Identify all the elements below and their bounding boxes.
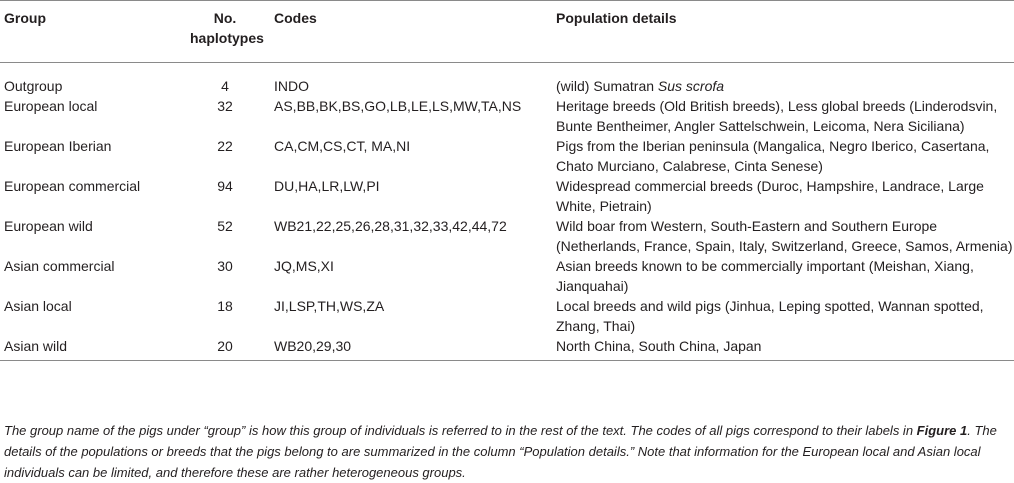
caption-figure-ref: Figure 1 (916, 423, 968, 438)
cell-haplotypes: 32 (217, 98, 233, 114)
header-group: Group (4, 10, 46, 26)
details-text: North China, South China, Japan (556, 338, 762, 354)
cell-details (556, 336, 1014, 361)
table-row (0, 136, 1014, 176)
cell-codes: JI,LSP,TH,WS,ZA (274, 298, 385, 314)
cell-group: Asian wild (4, 338, 68, 354)
table-row (0, 296, 1014, 336)
details-text: (wild) Sumatran (556, 78, 658, 94)
caption-part2: . The details of the populations or breeds that the pigs belong to are summarized in the column “Population details.” Note that information for the European local and Asian local individuals can be limited, and therefore these are rather heterogeneous groups. (4, 423, 997, 480)
cell-haplotypes: 94 (217, 178, 233, 194)
cell-codes: INDO (274, 78, 309, 94)
cell-haplotypes: 22 (217, 138, 233, 154)
cell-group: Asian local (4, 298, 72, 314)
table-row (0, 256, 1014, 296)
cell-group: European Iberian (4, 138, 112, 154)
table-body (0, 63, 1014, 361)
table-row (0, 216, 1014, 256)
cell-codes: CA,CM,CS,CT, MA,NI (274, 138, 411, 154)
cell-codes: AS,BB,BK,BS,GO,LB,LE,LS,MW,TA,NS (274, 98, 522, 114)
cell-haplotypes: 30 (217, 258, 233, 274)
table-header-row (0, 1, 1014, 63)
cell-codes: DU,HA,LR,LW,PI (274, 178, 380, 194)
details-text: Heritage breeds (Old British breeds), Less global breeds (Linderodsvin, Bunte Bentheimer, Angler Sattelschwein, Leicoma, Nera Siciliana) (556, 98, 998, 134)
cell-haplotypes: 20 (217, 338, 233, 354)
cell-codes: WB21,22,25,26,28,31,32,33,42,44,72 (274, 218, 507, 234)
cell-details (556, 63, 1014, 97)
cell-group: European commercial (4, 178, 141, 194)
details-text: Pigs from the Iberian peninsula (Mangalica, Negro Iberico, Casertana, Chato Murciano, Calabrese, Cinta Senese) (556, 138, 990, 174)
details-text: Widespread commercial breeds (Duroc, Hampshire, Landrace, Large White, Pietrain) (556, 178, 984, 214)
details-text: Local breeds and wild pigs (Jinhua, Leping spotted, Wannan spotted, Zhang, Thai) (556, 298, 984, 334)
cell-group: European wild (4, 218, 93, 234)
cell-details (556, 296, 1014, 336)
cell-group: European local (4, 98, 98, 114)
cell-details (556, 176, 1014, 216)
caption-part1: The group name of the pigs under “group” is how this group of individuals is referred to in the rest of the text. The codes of all pigs correspond to their labels in (4, 423, 917, 438)
table-caption (4, 420, 1010, 483)
details-species: Sus scrofa (657, 78, 725, 94)
cell-details (556, 216, 1014, 256)
cell-codes: WB20,29,30 (274, 338, 352, 354)
cell-haplotypes: 18 (217, 298, 233, 314)
table-row (0, 176, 1014, 216)
header-haplotypes (176, 1, 274, 63)
header-details: Population details (556, 10, 677, 26)
cell-group: Outgroup (4, 78, 63, 94)
cell-details (556, 136, 1014, 176)
cell-details (556, 256, 1014, 296)
table-row (0, 63, 1014, 97)
details-text: Asian breeds known to be commercially important (Meishan, Xiang, Jianquahai) (556, 258, 974, 294)
cell-haplotypes: 52 (217, 218, 233, 234)
header-codes: Codes (274, 10, 317, 26)
cell-haplotypes: 4 (221, 78, 229, 94)
cell-group: Asian commercial (4, 258, 115, 274)
cell-details (556, 96, 1014, 136)
header-haplotypes-label: No. haplotypes (190, 10, 264, 46)
cell-codes: JQ,MS,XI (274, 258, 334, 274)
details-text: Wild boar from Western, South-Eastern and Southern Europe (Netherlands, France, Spain, Italy, Switzerland, Greece, Samos, Armenia) (556, 218, 1013, 254)
table-row (0, 96, 1014, 136)
table-row (0, 336, 1014, 361)
